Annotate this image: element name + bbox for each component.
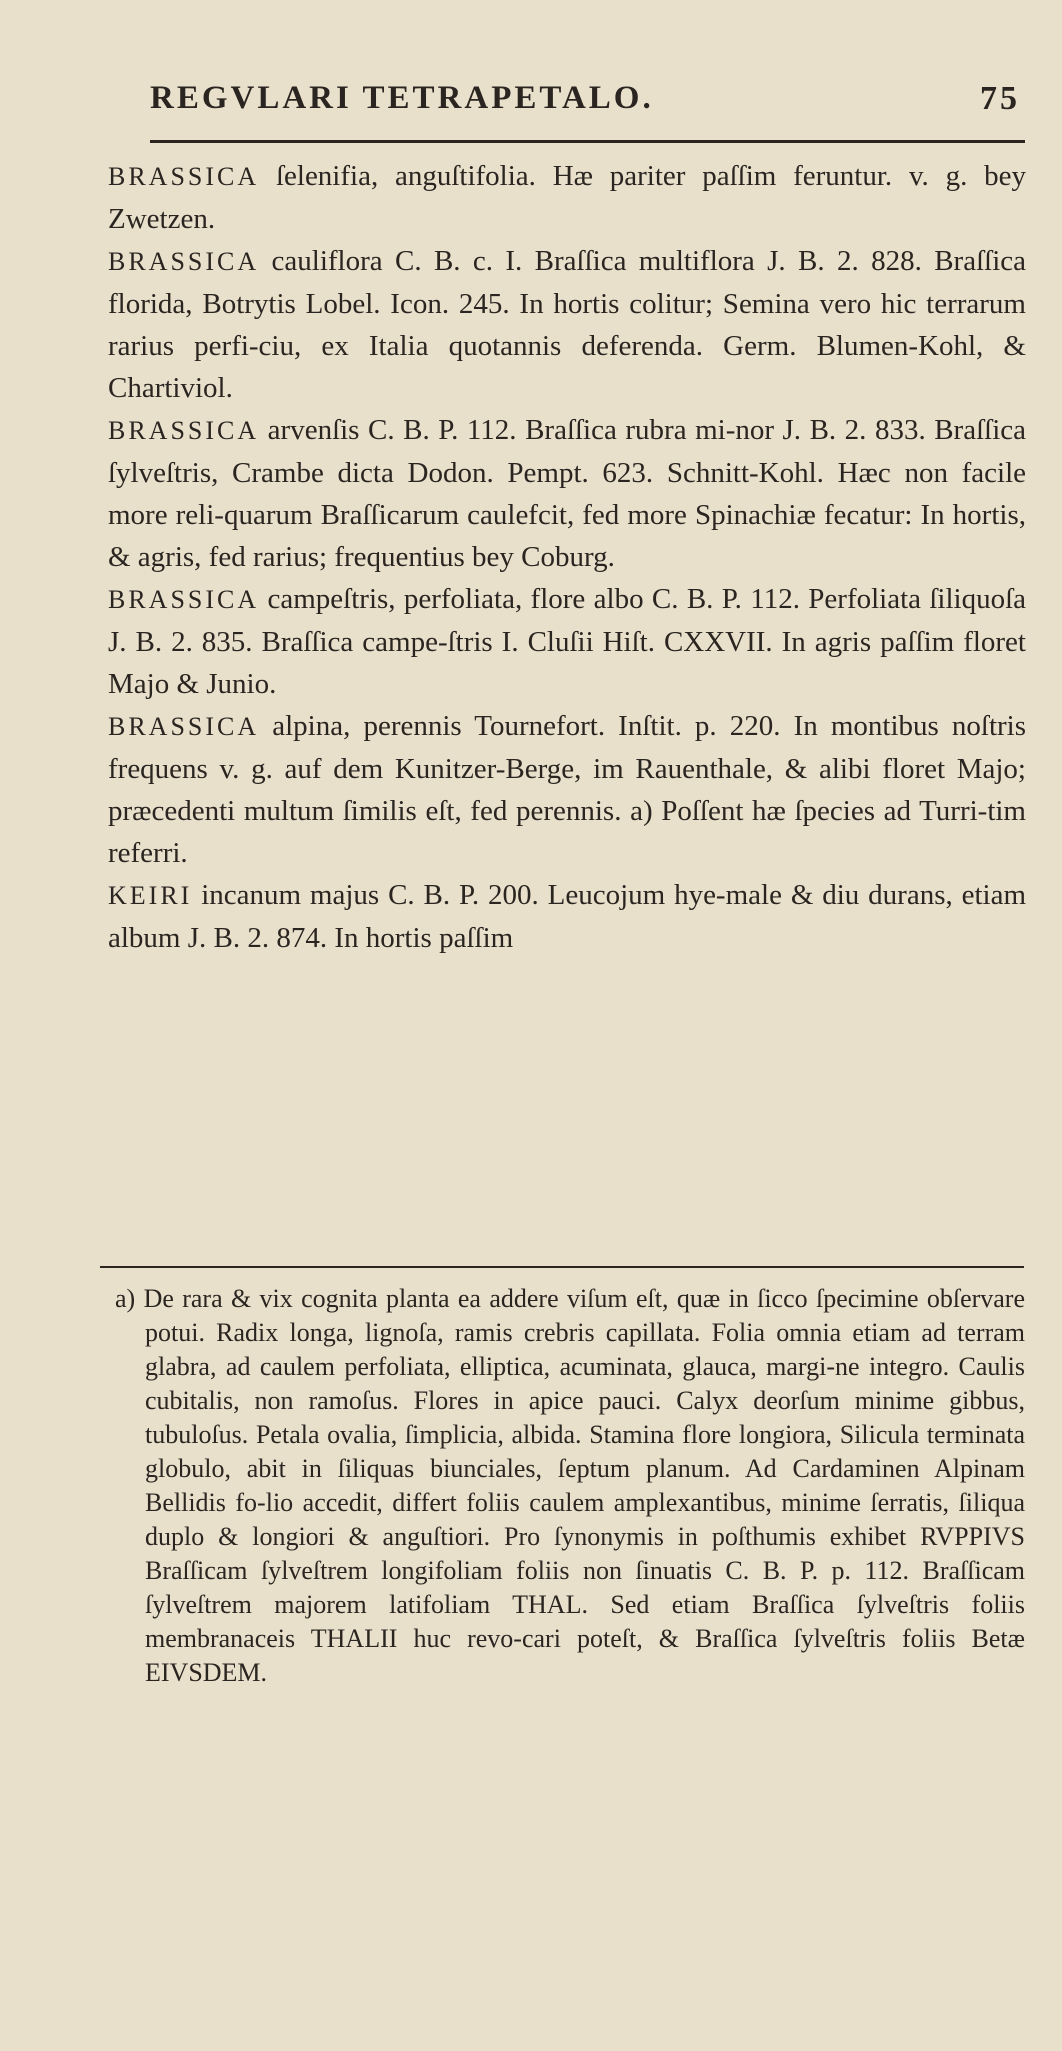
entry-brassica-cauliflora [108,240,1026,409]
page-header [150,80,1030,130]
entry-brassica-arvensis [108,409,1026,578]
entry-genus: BRASSICA [108,162,260,191]
footnote-paragraph [115,1282,1025,1690]
entry-text: ſelenifia, anguſtifolia. Hæ pariter paſſim feruntur. v. g. bey Zwetzen. [108,160,1026,235]
entry-text: campeſtris, perfoliata, flore albo C. B. P. 112. Perfoliata ſiliquoſa J. B. 2. 835. Braſſica campe-ſtris I. Cluſii Hiſt. CXXVII. In agris paſſim floret Majo & Junio. [108,583,1027,700]
main-text [108,155,1026,959]
entry-text: arvenſis C. B. P. 112. Braſſica rubra mi-nor J. B. 2. 833. Braſſica ſylveſtris, Crambe dicta Dodon. Pempt. 623. Schnitt-Kohl. Hæc non facile more reli-quarum Braſſicarum caulefcit, fed more Spinachiæ fecatur: In hortis, & agris, fed rarius; frequentius bey Coburg. [108,414,1026,573]
footnote-rule [100,1266,1024,1268]
footnote-marker: a) [115,1284,136,1313]
entry-brassica-campestris [108,578,1026,705]
entry-genus: BRASSICA [108,585,260,614]
entry-genus: KEIRI [108,881,193,910]
entry-brassica-alpina [108,705,1026,874]
running-head: REGVLARI TETRAPETALO. [150,80,654,116]
footnote-text: De rara & vix cognita planta ea addere viſum eſt, quæ in ſicco ſpecimine obſervare potui. Radix longa, lignoſa, ramis crebris capillata. Folia omnia etiam ad terram glabra, ad caulem perfoliata, elliptica, acuminata, glauca, margi-ne integro. Caulis cubitalis, non ramoſus. Flores in apice pauci. Calyx deorſum minime gibbus, tubuloſus. Petala ovalia, ſimplicia, albida. Stamina flore longiora, Silicula terminata globulo, abit in ſiliquas biunciales, ſeptum planum. Ad Cardaminen Alpinam Bellidis fo-lio accedit, differt foliis caulem amplexantibus, minime ſerratis, ſiliqua duplo & longiori & anguſtiori. Pro ſynonymis in poſthumis exhibet RVPPIVS Braſſicam ſylveſtrem longifoliam foliis non ſinuatis C. B. P. p. 112. Braſſicam ſylveſtrem majorem latifoliam THAL. Sed etiam Braſſica ſylveſtris foliis membranaceis THALII huc revo-cari poteſt, & Braſſica ſylveſtris foliis Betæ EIVSDEM. [143,1284,1026,1687]
header-rule [150,140,1025,143]
entry-genus: BRASSICA [108,712,260,741]
page-number: 75 [980,80,1020,117]
entry-text: incanum majus C. B. P. 200. Leucojum hye-male & diu durans, etiam album J. B. 2. 874. In hortis paſſim [108,879,1027,954]
entry-genus: BRASSICA [108,247,260,276]
entry-keiri-incanum [108,874,1026,959]
entry-text: cauliflora C. B. c. I. Braſſica multiflora J. B. 2. 828. Braſſica florida, Botrytis Lobel. Icon. 245. In hortis colitur; Semina vero hic terrarum rarius perfi-ciu, ex Italia quotannis deferenda. Germ. Blumen-Kohl, & Chartiviol. [108,245,1027,404]
entry-brassica-selenisia [108,155,1026,240]
entry-text: alpina, perennis Tournefort. Inſtit. p. 220. In montibus noſtris frequens v. g. auf dem Kunitzer-Berge, im Rauenthale, & alibi floret Majo; præcedenti multum ſimilis eſt, fed perennis. a) Poſſent hæ ſpecies ad Turri-tim referri. [108,710,1027,869]
entry-genus: BRASSICA [108,416,260,445]
footnote [115,1282,1025,1690]
